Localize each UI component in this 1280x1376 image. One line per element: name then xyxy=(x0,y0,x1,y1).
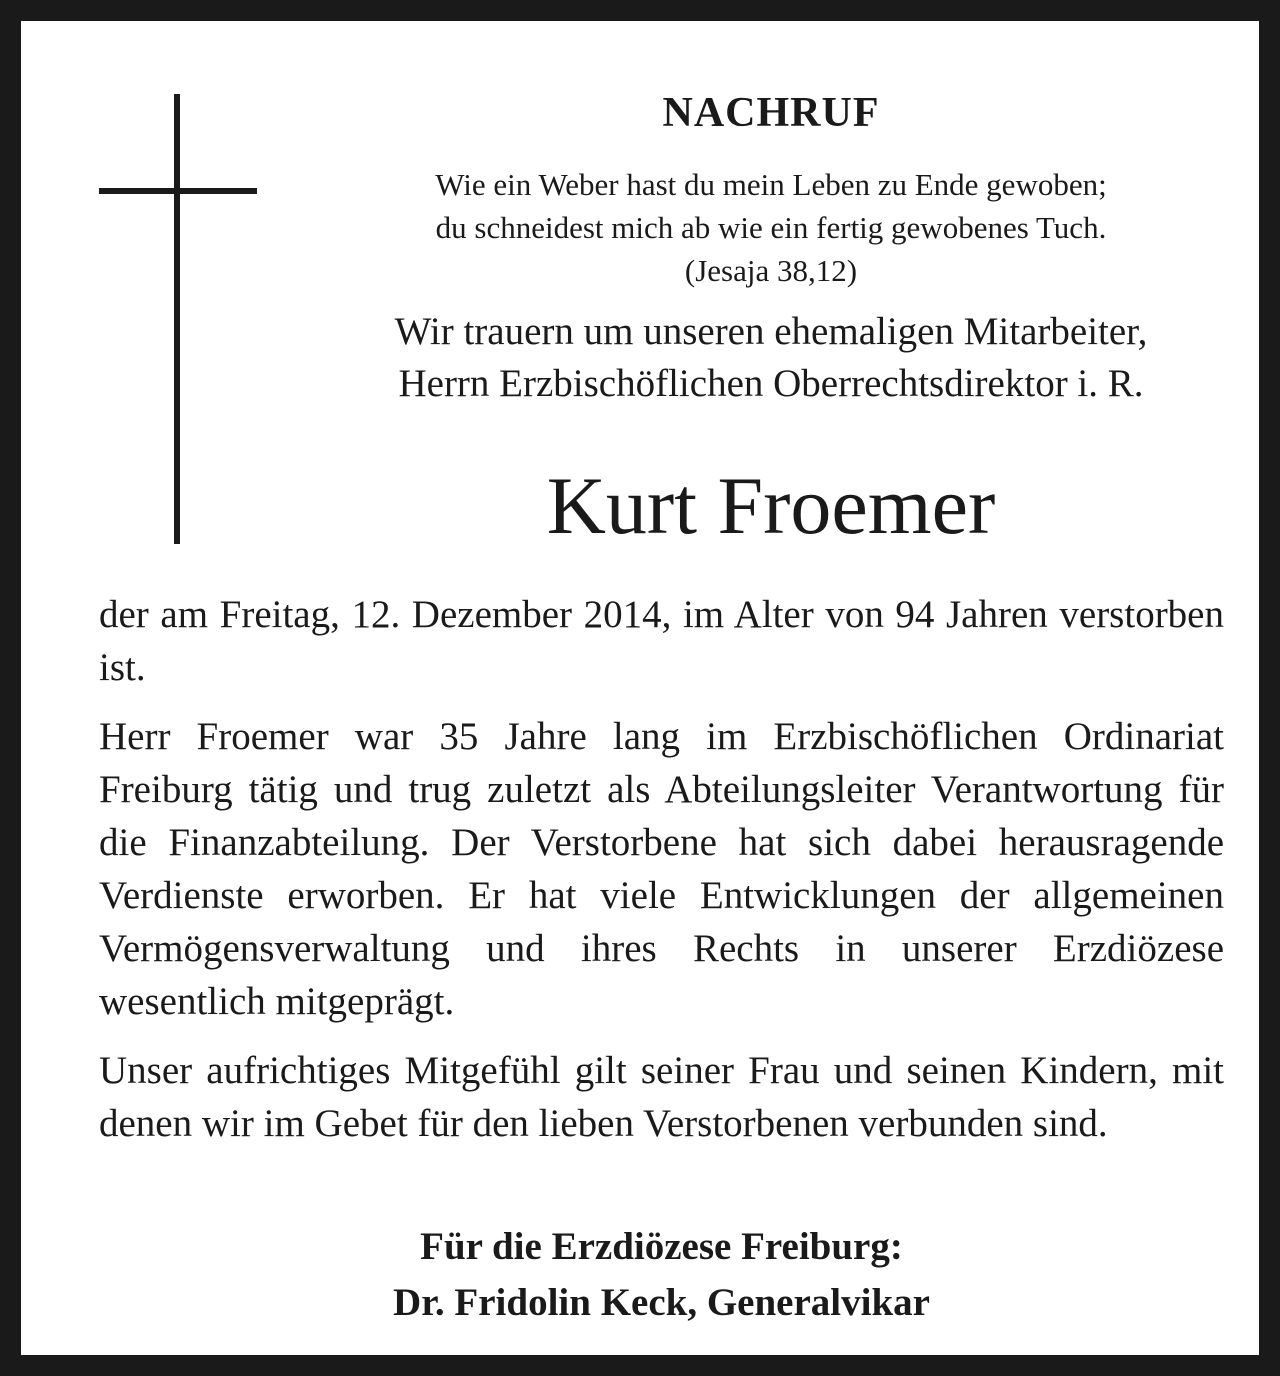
signature-organization: Für die Erzdiözese Freiburg: xyxy=(420,1225,903,1268)
paragraph-death-date: der am Freitag, 12. Dezember 2014, im Alter von 94 Jahren verstorben ist. xyxy=(99,593,1224,689)
obituary-notice xyxy=(21,21,1259,1355)
header-block xyxy=(311,87,1231,410)
bible-verse xyxy=(311,163,1231,292)
verse-reference: (Jesaja 38,12) xyxy=(684,253,858,288)
notice-heading: NACHRUF xyxy=(662,90,880,136)
notice-body xyxy=(99,588,1224,1166)
verse-line-2: du schneidest mich ab wie ein fertig gewobenes Tuch. xyxy=(435,210,1107,245)
cross-icon-horizontal-bar xyxy=(99,188,257,194)
deceased-name: Kurt Froemer xyxy=(546,460,996,551)
cross-icon-vertical-bar xyxy=(174,94,180,544)
mourning-line-2: Herrn Erzbischöflichen Oberrechtsdirektor i. R. xyxy=(398,362,1144,405)
signature-signer: Dr. Fridolin Keck, Generalvikar xyxy=(393,1281,930,1324)
mourning-line-1: Wir trauern um unseren ehemaligen Mitarbeiter, xyxy=(394,310,1148,353)
verse-line-1: Wie ein Weber hast du mein Leben zu Ende gewoben; xyxy=(435,167,1107,202)
mourning-statement xyxy=(311,306,1231,410)
paragraph-career: Herr Froemer war 35 Jahre lang im Erzbischöflichen Ordinariat Freiburg tätig und trug zuletzt als Abteilungsleiter Verantwortung für die Finanzabteilung. Der Verstorbene hat sich dabei herausragende Verdienste erworben. Er hat viele Entwicklungen der allgemeinen Vermögensverwaltung und ihres Rechts in unserer Erzdiözese wesentlich mitgeprägt. xyxy=(99,715,1224,1023)
paragraph-condolence: Unser aufrichtiges Mitgefühl gilt seiner Frau und seinen Kindern, mit denen wir im Gebet für den lieben Verstorbenen verbunden sind. xyxy=(99,1049,1224,1145)
signature-block xyxy=(99,1219,1224,1331)
